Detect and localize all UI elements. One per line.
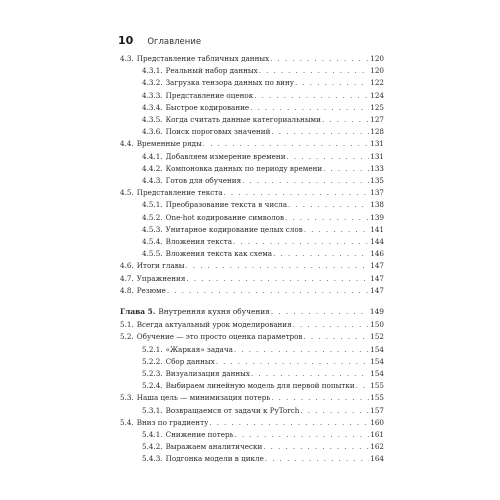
toc-entry-page: 155	[370, 381, 384, 391]
toc-entry-title: Итоги главы	[136, 261, 185, 271]
toc-entry-number: 4.5.4.	[142, 237, 163, 246]
toc-entry-number: 4.5.	[120, 188, 134, 198]
toc-entry-title: Возвращаемся от задачи к PyTorch	[165, 405, 300, 415]
toc-entry-page: 122	[370, 78, 384, 88]
toc-entry	[120, 356, 384, 368]
dot-leader	[270, 53, 369, 65]
toc-entry-number: 5.4.2.	[142, 442, 163, 452]
toc-entry-page: 125	[370, 102, 384, 112]
dot-leader	[287, 151, 370, 163]
dot-leader	[295, 77, 369, 89]
toc-entry	[120, 417, 384, 429]
toc-entry	[120, 212, 384, 224]
toc-entry-title: Реальный набор данных	[165, 66, 258, 76]
toc-entry-title: Представление табличных данных	[136, 54, 270, 63]
toc-entry-number: 5.2.	[120, 332, 134, 342]
toc-entry-title: Загрузка тензора данных по вину	[165, 78, 294, 88]
toc-entry	[120, 199, 384, 211]
toc-entry-page: 152	[370, 332, 384, 342]
toc-entry-number: 4.4.2.	[142, 163, 163, 173]
toc-entry	[120, 90, 384, 102]
dot-leader	[304, 331, 370, 343]
dot-leader	[356, 380, 370, 392]
toc-entry	[120, 306, 384, 318]
toc-entry-page: 161	[370, 430, 384, 439]
toc-entry-page: 154	[370, 369, 384, 378]
toc-entry-page: 155	[370, 393, 384, 403]
toc-entry	[120, 236, 384, 248]
dot-leader	[167, 285, 369, 297]
toc-entry-page: 141	[370, 224, 384, 234]
toc-entry	[120, 151, 384, 163]
toc-entry-title: Внутренняя кухня обучения	[158, 307, 270, 316]
toc-entry-title: Визуализация данных	[165, 369, 250, 378]
toc-entry-page: 127	[370, 115, 384, 124]
toc-entry-page: 160	[370, 417, 384, 427]
toc-entry	[120, 441, 384, 453]
dot-leader	[242, 175, 369, 187]
toc-entry-number: 4.3.1.	[142, 66, 163, 76]
running-title: Оглавление	[147, 37, 202, 47]
toc-entry-number: 5.2.4.	[142, 381, 163, 391]
toc-entry-number: 4.3.3.	[142, 90, 163, 100]
toc-entry-title: Вложения текста	[165, 237, 233, 246]
toc-entry-page: 135	[370, 176, 384, 185]
toc-entry-page: 133	[370, 163, 384, 173]
dot-leader	[250, 102, 369, 114]
toc-entry-title: Выражаем аналитически	[165, 442, 263, 452]
toc-entry-number: 4.3.4.	[142, 102, 163, 112]
toc-entry-number: 5.1.	[120, 320, 134, 330]
dot-leader	[209, 417, 369, 429]
toc-entry-number: 5.4.1.	[142, 430, 163, 439]
dot-leader	[271, 392, 369, 404]
toc-entry-page: 164	[370, 454, 384, 464]
toc-entry-title: Представление оценок	[165, 90, 254, 100]
toc-entry	[120, 224, 384, 236]
toc-entry-title: Упражнения	[136, 273, 186, 283]
toc-entry-title: Вниз по градиенту	[136, 417, 209, 427]
toc-entry-page: 146	[370, 249, 384, 259]
toc-entry-number: 4.4.	[120, 139, 134, 149]
toc-entry-number: 5.4.3.	[142, 454, 163, 464]
toc-entry-title: Всегда актуальный урок моделирования	[136, 320, 292, 330]
toc-entry	[120, 114, 384, 126]
toc-entry	[120, 273, 384, 285]
toc-entry-title: Компоновка данных по периоду времени	[165, 163, 323, 173]
toc-entry	[120, 368, 384, 380]
toc-entry-title: Сбор данных	[165, 356, 215, 366]
toc-entry-page: 154	[370, 344, 384, 354]
toc-entry-title: Добавляем измерение времени	[165, 151, 286, 161]
toc-entry-page: 137	[370, 188, 384, 198]
toc-entry	[120, 163, 384, 175]
toc-entry-title: Поиск пороговых значений	[165, 127, 271, 137]
toc-entry-title: Обучение — это просто оценка параметров	[136, 332, 303, 342]
toc-entry	[120, 187, 384, 199]
toc-entry-number: 4.3.	[120, 54, 134, 63]
toc-entry-page: 149	[369, 307, 384, 316]
toc-entry	[120, 331, 384, 343]
toc-entry-title: «Жаркая» задача	[165, 344, 233, 354]
dot-leader	[186, 260, 370, 272]
dot-leader	[271, 306, 369, 318]
toc-entry-number: 4.8.	[120, 285, 134, 295]
toc-entry-page: 147	[370, 261, 384, 271]
toc-entry-number: 4.5.2.	[142, 212, 163, 222]
dot-leader	[251, 368, 369, 380]
toc-entry-number: 4.7.	[120, 273, 134, 283]
running-header	[118, 34, 201, 47]
toc-entry	[120, 126, 384, 138]
toc-entry-page: 138	[370, 200, 384, 210]
toc-entry	[120, 453, 384, 465]
toc-entry-number: 4.4.1.	[142, 151, 163, 161]
toc-entry-title: Представление текста	[136, 188, 223, 198]
toc-entry-page: 147	[370, 285, 384, 295]
page-number: 10	[118, 34, 134, 47]
toc-entry-number: 5.2.3.	[142, 369, 163, 378]
toc-entry-page: 157	[370, 405, 384, 415]
toc-entry	[120, 285, 384, 297]
toc-entry-number: 4.5.3.	[142, 224, 163, 234]
dot-leader	[271, 126, 369, 138]
toc-entry	[120, 248, 384, 260]
dot-leader	[293, 319, 370, 331]
toc-entry-title: Снижение потерь	[165, 430, 234, 439]
dot-leader	[273, 248, 369, 260]
toc-entry-number: 5.3.	[120, 393, 134, 403]
dot-leader	[304, 224, 370, 236]
toc-entry-number: 5.3.1.	[142, 405, 163, 415]
dot-leader	[300, 405, 369, 417]
toc-entry-title: Унитарное кодирование целых слов	[165, 224, 303, 234]
toc-entry-title: Вложения текста как схема	[165, 249, 273, 259]
toc-entry-number: 5.2.1.	[142, 344, 163, 354]
toc-entry-page: 131	[370, 139, 384, 149]
toc-entry-title: Выбираем линейную модель для первой попытки	[165, 381, 355, 391]
toc-entry	[120, 102, 384, 114]
toc-entry-title: Быстрое кодирование	[165, 102, 250, 112]
toc-entry	[120, 380, 384, 392]
dot-leader	[323, 163, 369, 175]
dot-leader	[265, 453, 369, 465]
toc-entry-page: 120	[370, 54, 384, 63]
toc-entry	[120, 77, 384, 89]
toc-entry-page: 154	[370, 356, 384, 366]
dot-leader	[259, 65, 370, 77]
dot-leader	[288, 199, 369, 211]
toc-entry	[120, 429, 384, 441]
toc-entry	[120, 319, 384, 331]
dot-leader	[254, 90, 369, 102]
toc-entry-title: Когда считать данные категориальными	[165, 115, 321, 124]
toc-entry-number: 4.5.5.	[142, 249, 163, 259]
toc-entry-page: 128	[370, 127, 384, 137]
toc-entry-page: 139	[370, 212, 384, 222]
toc-entry-title: Готов для обучения	[165, 176, 242, 185]
toc-entry-title: Резюме	[136, 285, 166, 295]
dot-leader	[203, 138, 369, 150]
toc-entry-page: 162	[370, 442, 384, 452]
toc-entry	[120, 53, 384, 65]
toc-entry	[120, 260, 384, 272]
toc-entry-number: 4.3.6.	[142, 127, 163, 137]
toc-entry-page: 144	[370, 237, 384, 246]
toc-entry-number: 5.2.2.	[142, 356, 163, 366]
toc-entry-number: 5.4.	[120, 417, 134, 427]
toc-entry-title: Наша цель — минимизация потерь	[136, 393, 271, 403]
toc-entry-number: Глава 5.	[120, 307, 156, 316]
toc-entry-page: 120	[370, 66, 384, 76]
dot-leader	[234, 344, 369, 356]
toc-entry-page: 124	[370, 90, 384, 100]
toc-entry-page: 147	[370, 273, 384, 283]
toc-entry-title: Подгонка модели в цикле	[165, 454, 264, 464]
toc-entry	[120, 344, 384, 356]
toc-entry	[120, 175, 384, 187]
dot-leader	[216, 356, 370, 368]
toc-entry	[120, 405, 384, 417]
toc-entry-number: 4.4.3.	[142, 176, 163, 185]
toc-entry-number: 4.6.	[120, 261, 134, 271]
toc-entry-title: Временные ряды	[136, 139, 202, 149]
toc-entry-number: 4.3.2.	[142, 78, 163, 88]
toc-entry-number: 4.5.1.	[142, 200, 163, 210]
dot-leader	[233, 236, 369, 248]
dot-leader	[186, 273, 369, 285]
toc-entry	[120, 138, 384, 150]
toc-entry	[120, 65, 384, 77]
toc-entry-page: 150	[370, 320, 384, 330]
dot-leader	[322, 114, 369, 126]
toc-entry-page: 131	[370, 151, 384, 161]
toc-entry-number: 4.3.5.	[142, 115, 163, 124]
dot-leader	[263, 441, 369, 453]
dot-leader	[285, 212, 369, 224]
dot-leader	[235, 429, 370, 441]
dot-leader	[224, 187, 370, 199]
toc-entry	[120, 392, 384, 404]
toc-entry-title: One-hot кодирование символов	[165, 212, 285, 222]
toc-entry-title: Преобразование текста в числа	[165, 200, 287, 210]
